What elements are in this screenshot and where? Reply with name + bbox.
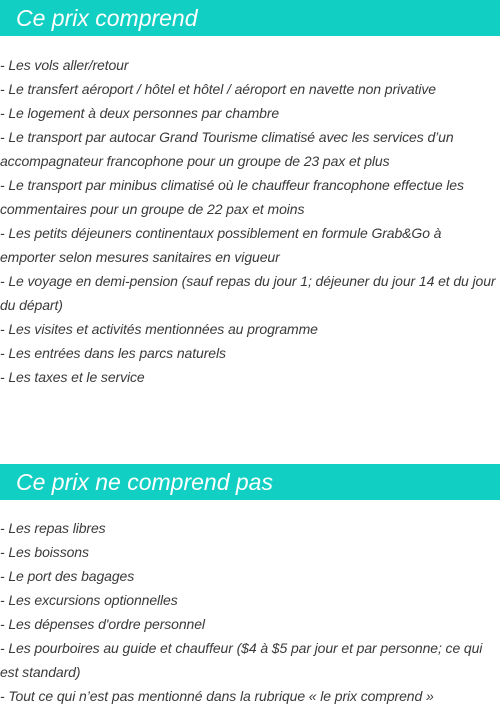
list-item: - Les visites et activités mentionnées au programme bbox=[0, 321, 318, 337]
list-item: - Les dépenses d'ordre personnel bbox=[0, 616, 205, 632]
excludes-list bbox=[0, 516, 500, 708]
list-item: - Le transport par minibus climatisé où le chauffeur francophone effectue les commentaires pour un groupe de 22 pax et moins bbox=[0, 177, 464, 217]
list-item: - Le transport par autocar Grand Tourisme climatisé avec les services d’un accompagnateur francophone pour un groupe de 23 pax et plus bbox=[0, 129, 454, 169]
excludes-header bbox=[0, 464, 500, 500]
includes-title: Ce prix comprend bbox=[16, 5, 198, 31]
includes-header bbox=[0, 0, 500, 36]
list-item: - Les pourboires au guide et chauffeur ($4 à $5 par jour et par personne; ce qui est standard) bbox=[0, 640, 483, 680]
list-item: - Les excursions optionnelles bbox=[0, 592, 178, 608]
list-item: - Les entrées dans les parcs naturels bbox=[0, 345, 226, 361]
excludes-title: Ce prix ne comprend pas bbox=[16, 469, 273, 495]
includes-list bbox=[0, 53, 500, 389]
list-item: - Le port des bagages bbox=[0, 568, 135, 584]
list-item: - Les boissons bbox=[0, 544, 89, 560]
list-item: - Les petits déjeuners continentaux possiblement en formule Grab&Go à emporter selon mesures sanitaires en vigueur bbox=[0, 225, 442, 265]
list-item: - Tout ce qui n’est pas mentionné dans la rubrique « le prix comprend » bbox=[0, 688, 434, 704]
list-item: - Les repas libres bbox=[0, 520, 106, 536]
list-item: - Le voyage en demi-pension (sauf repas du jour 1; déjeuner du jour 14 et du jour du départ) bbox=[0, 273, 496, 313]
list-item: - Le logement à deux personnes par chambre bbox=[0, 105, 280, 121]
list-item: - Le transfert aéroport / hôtel et hôtel / aéroport en navette non privative bbox=[0, 81, 436, 97]
list-item: - Les vols aller/retour bbox=[0, 57, 129, 73]
list-item: - Les taxes et le service bbox=[0, 369, 145, 385]
